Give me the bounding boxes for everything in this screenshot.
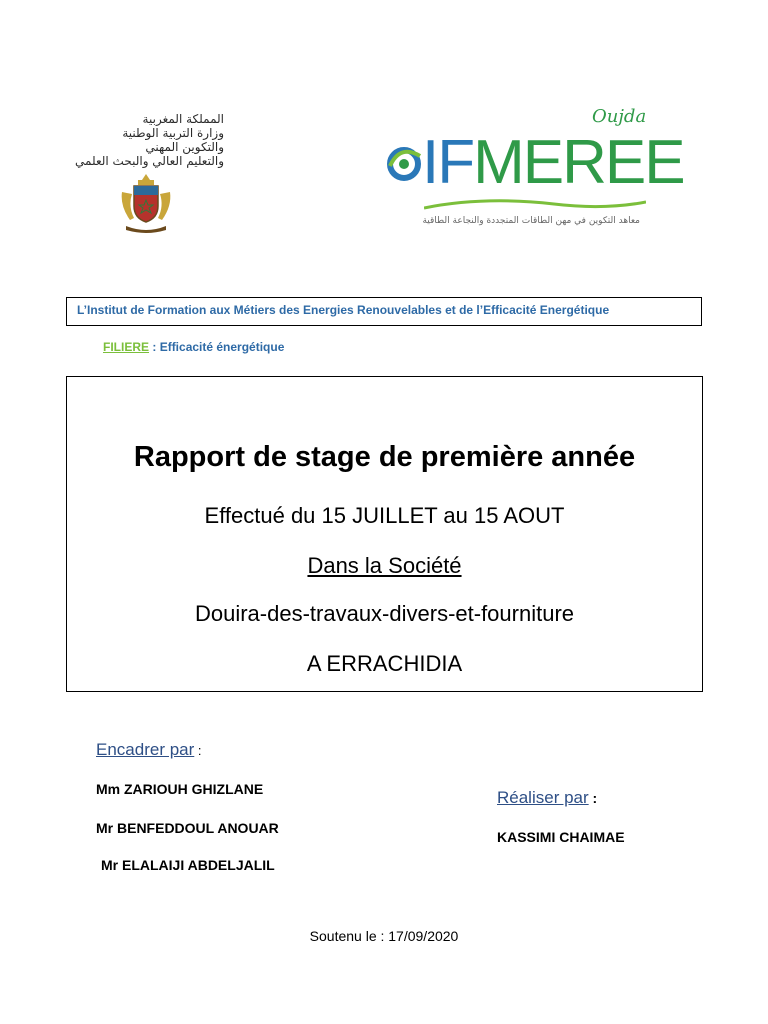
institute-name: L’Institut de Formation aux Métiers des Energies Renouvelables et de l’Efficacité Energétique bbox=[77, 303, 610, 317]
ministry-header bbox=[74, 112, 234, 237]
logo-arabic-caption: معاهد التكوين في مهن الطاقات المتجددة والنجاعة الطاقية bbox=[422, 216, 640, 226]
supervisor-name-2: Mr BENFEDDOUL ANOUAR bbox=[96, 820, 279, 836]
report-dates: Effectué du 15 JUILLET au 15 AOUT bbox=[204, 503, 565, 528]
ministry-arabic-line-1: المملكة المغربية bbox=[142, 112, 224, 126]
defense-date: Soutenu le : 17/09/2020 bbox=[309, 928, 459, 944]
institute-box bbox=[66, 297, 702, 326]
logo-wordmark bbox=[422, 128, 684, 197]
logo-word-suffix: MEREE bbox=[473, 128, 684, 197]
author-heading bbox=[497, 788, 597, 808]
supervisor-name-3: Mr ELALAIJI ABDELJALIL bbox=[101, 857, 275, 873]
ministry-arabic-line-4: والتعليم العالي والبحث العلمي bbox=[75, 154, 224, 168]
logo-word-prefix: IF bbox=[422, 128, 474, 197]
report-title-box bbox=[66, 376, 703, 692]
supervisor-label-suffix: : bbox=[194, 743, 202, 758]
ifmeree-logo bbox=[384, 106, 684, 236]
ministry-arabic-line-2: وزارة التربية الوطنية bbox=[122, 126, 224, 140]
company-city: A ERRACHIDIA bbox=[306, 651, 463, 676]
filiere-line bbox=[103, 340, 284, 354]
supervisor-heading bbox=[96, 740, 202, 760]
author-label-suffix: : bbox=[588, 790, 598, 806]
logo-wave-icon bbox=[424, 198, 646, 212]
morocco-coat-of-arms-icon bbox=[118, 170, 174, 234]
logo-swirl-icon bbox=[384, 136, 424, 192]
supervisor-label: Encadrer par bbox=[96, 740, 195, 759]
filiere-separator: : bbox=[149, 340, 160, 354]
author-name: KASSIMI CHAIMAE bbox=[497, 829, 625, 845]
company-name: Douira-des-travaux-divers-et-fourniture bbox=[194, 601, 575, 626]
author-label: Réaliser par bbox=[497, 788, 589, 807]
logo-city: Oujda bbox=[592, 106, 647, 127]
filiere-value: Efficacité énergétique bbox=[159, 340, 285, 354]
company-intro bbox=[67, 553, 702, 579]
report-title: Rapport de stage de première année bbox=[133, 441, 636, 473]
supervisor-name-1: Mm ZARIOUH GHIZLANE bbox=[96, 781, 264, 797]
filiere-label: FILIERE bbox=[103, 340, 150, 354]
ministry-arabic-line-3: والتكوين المهني bbox=[145, 140, 224, 154]
company-intro-text: Dans la Société bbox=[307, 553, 462, 578]
